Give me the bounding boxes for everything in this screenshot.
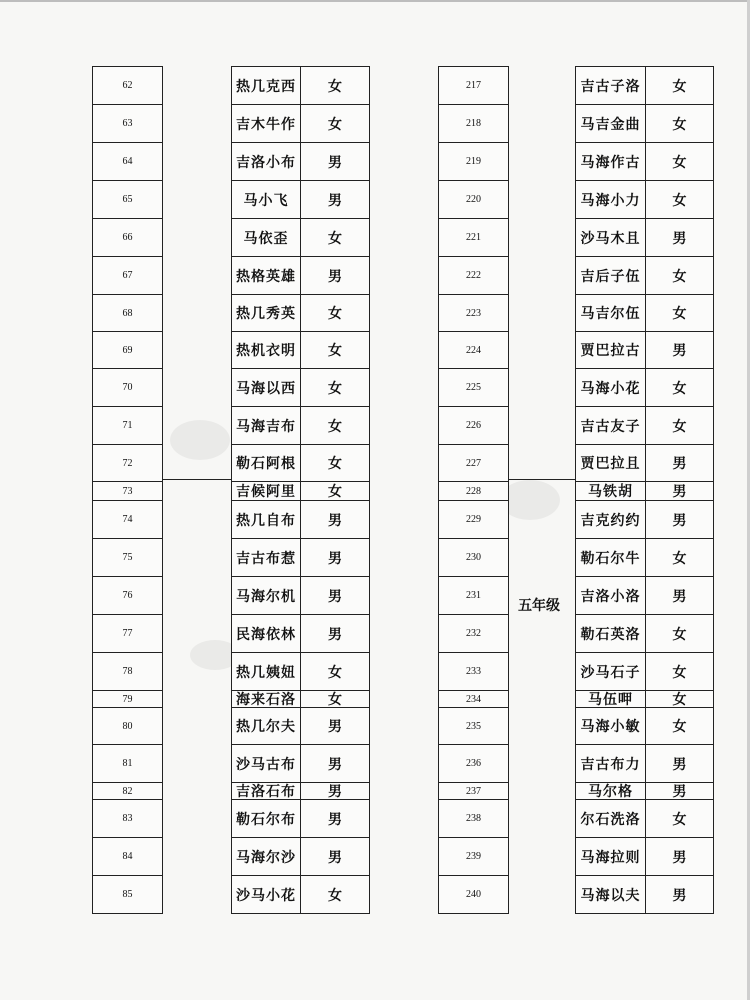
- left-row-number: 75: [92, 538, 163, 577]
- right-student-name: 吉古布力: [575, 744, 646, 783]
- right-row-number: 226: [438, 406, 509, 445]
- left-student-name: 马海吉布: [231, 406, 301, 445]
- right-student-gender: 男: [645, 744, 714, 783]
- right-student-name: 马海小力: [575, 180, 646, 219]
- left-student-name: 吉古布惹: [231, 538, 301, 577]
- left-student-name: 热机衣明: [231, 331, 301, 369]
- right-row-number: 220: [438, 180, 509, 219]
- left-student-gender: 男: [300, 142, 370, 181]
- left-row-number: 85: [92, 875, 163, 914]
- left-student-gender: 女: [300, 690, 370, 708]
- left-student-name: 马依歪: [231, 218, 301, 257]
- right-student-gender: 女: [645, 294, 714, 332]
- left-row-number: 62: [92, 66, 163, 105]
- right-student-gender: 女: [645, 66, 714, 105]
- right-student-gender: 男: [645, 444, 714, 482]
- right-student-gender: 男: [645, 500, 714, 539]
- left-row-number: 77: [92, 614, 163, 653]
- left-student-gender: 女: [300, 294, 370, 332]
- right-row-number: 234: [438, 690, 509, 708]
- right-student-gender: 男: [645, 218, 714, 257]
- left-student-gender: 女: [300, 218, 370, 257]
- right-student-name: 马伍呷: [575, 690, 646, 708]
- right-student-name: 马海以夫: [575, 875, 646, 914]
- right-student-name: 勒石英洛: [575, 614, 646, 653]
- right-row-number: 217: [438, 66, 509, 105]
- left-row-number: 66: [92, 218, 163, 257]
- left-student-gender: 女: [300, 875, 370, 914]
- right-student-name: 贾巴拉古: [575, 331, 646, 369]
- left-student-gender: 男: [300, 837, 370, 876]
- left-student-name: 吉洛小布: [231, 142, 301, 181]
- right-student-name: 吉后子伍: [575, 256, 646, 295]
- left-student-name: 沙马小花: [231, 875, 301, 914]
- right-student-name: 吉克约约: [575, 500, 646, 539]
- left-row-number: 80: [92, 707, 163, 745]
- right-student-name: 贾巴拉且: [575, 444, 646, 482]
- left-student-gender: 女: [300, 104, 370, 143]
- left-row-number: 76: [92, 576, 163, 615]
- right-row-number: 237: [438, 782, 509, 800]
- left-student-name: 马小飞: [231, 180, 301, 219]
- left-student-gender: 女: [300, 66, 370, 105]
- left-student-name: 热几克西: [231, 66, 301, 105]
- left-student-gender: 女: [300, 331, 370, 369]
- right-student-gender: 女: [645, 256, 714, 295]
- left-student-gender: 男: [300, 799, 370, 838]
- left-row-number: 84: [92, 837, 163, 876]
- left-row-number: 65: [92, 180, 163, 219]
- right-student-name: 马吉尔伍: [575, 294, 646, 332]
- left-grade-divider-line: [162, 479, 232, 480]
- left-student-name: 热格英雄: [231, 256, 301, 295]
- right-student-gender: 女: [645, 406, 714, 445]
- left-row-number: 72: [92, 444, 163, 482]
- left-student-name: 沙马古布: [231, 744, 301, 783]
- right-grade-divider-line: [508, 479, 576, 480]
- left-student-gender: 男: [300, 744, 370, 783]
- left-student-name: 热几姨妞: [231, 652, 301, 691]
- grade-label: 五年级: [518, 598, 560, 614]
- left-row-number: 81: [92, 744, 163, 783]
- right-row-number: 219: [438, 142, 509, 181]
- left-student-name: 热几尔夫: [231, 707, 301, 745]
- right-student-gender: 女: [645, 614, 714, 653]
- left-student-name: 吉洛石布: [231, 782, 301, 800]
- right-student-gender: 女: [645, 690, 714, 708]
- right-row-number: 227: [438, 444, 509, 482]
- left-student-name: 马海尔机: [231, 576, 301, 615]
- left-student-gender: 男: [300, 256, 370, 295]
- right-row-number: 228: [438, 481, 509, 501]
- left-row-number: 82: [92, 782, 163, 800]
- left-student-gender: 女: [300, 481, 370, 501]
- scan-smudge: [170, 420, 230, 460]
- left-row-number: 83: [92, 799, 163, 838]
- right-row-number: 231: [438, 576, 509, 615]
- left-student-gender: 女: [300, 368, 370, 407]
- left-student-gender: 女: [300, 652, 370, 691]
- left-row-number: 78: [92, 652, 163, 691]
- left-row-number: 71: [92, 406, 163, 445]
- left-student-name: 热几秀英: [231, 294, 301, 332]
- right-student-name: 吉古友子: [575, 406, 646, 445]
- left-student-gender: 男: [300, 538, 370, 577]
- right-row-number: 236: [438, 744, 509, 783]
- right-row-number: 230: [438, 538, 509, 577]
- right-student-name: 马铁胡: [575, 481, 646, 501]
- right-row-number: 232: [438, 614, 509, 653]
- scan-smudge: [500, 480, 560, 520]
- right-student-gender: 女: [645, 652, 714, 691]
- right-row-number: 224: [438, 331, 509, 369]
- right-row-number: 239: [438, 837, 509, 876]
- right-row-number: 221: [438, 218, 509, 257]
- right-row-number: 218: [438, 104, 509, 143]
- left-student-gender: 女: [300, 444, 370, 482]
- right-student-gender: 男: [645, 782, 714, 800]
- left-row-number: 69: [92, 331, 163, 369]
- left-student-gender: 男: [300, 782, 370, 800]
- left-student-gender: 男: [300, 614, 370, 653]
- right-row-number: 223: [438, 294, 509, 332]
- right-student-gender: 女: [645, 180, 714, 219]
- right-student-gender: 女: [645, 368, 714, 407]
- right-row-number: 233: [438, 652, 509, 691]
- right-student-name: 勒石尔牛: [575, 538, 646, 577]
- left-row-number: 79: [92, 690, 163, 708]
- left-student-name: 海来石洛: [231, 690, 301, 708]
- left-student-name: 马海尔沙: [231, 837, 301, 876]
- left-row-number: 64: [92, 142, 163, 181]
- right-student-gender: 女: [645, 707, 714, 745]
- right-student-gender: 女: [645, 538, 714, 577]
- right-student-name: 马海拉则: [575, 837, 646, 876]
- left-row-number: 68: [92, 294, 163, 332]
- left-row-number: 70: [92, 368, 163, 407]
- right-student-name: 马海小花: [575, 368, 646, 407]
- right-student-gender: 男: [645, 331, 714, 369]
- right-student-name: 吉洛小洛: [575, 576, 646, 615]
- right-student-gender: 女: [645, 104, 714, 143]
- left-row-number: 74: [92, 500, 163, 539]
- left-student-name: 热几自布: [231, 500, 301, 539]
- right-row-number: 222: [438, 256, 509, 295]
- right-student-gender: 女: [645, 799, 714, 838]
- left-student-name: 马海以西: [231, 368, 301, 407]
- right-row-number: 235: [438, 707, 509, 745]
- right-student-name: 沙马石子: [575, 652, 646, 691]
- right-row-number: 229: [438, 500, 509, 539]
- right-student-name: 吉古子洛: [575, 66, 646, 105]
- left-student-gender: 男: [300, 576, 370, 615]
- left-row-number: 63: [92, 104, 163, 143]
- left-student-name: 勒石阿根: [231, 444, 301, 482]
- left-row-number: 73: [92, 481, 163, 501]
- right-row-number: 225: [438, 368, 509, 407]
- left-row-number: 67: [92, 256, 163, 295]
- right-student-name: 马尔格: [575, 782, 646, 800]
- right-student-name: 尔石洗洛: [575, 799, 646, 838]
- left-student-gender: 女: [300, 406, 370, 445]
- right-student-name: 马海作古: [575, 142, 646, 181]
- left-student-name: 勒石尔布: [231, 799, 301, 838]
- left-student-gender: 男: [300, 707, 370, 745]
- right-student-gender: 男: [645, 481, 714, 501]
- right-row-number: 238: [438, 799, 509, 838]
- left-student-name: 民海依林: [231, 614, 301, 653]
- right-student-gender: 男: [645, 576, 714, 615]
- left-student-gender: 男: [300, 500, 370, 539]
- right-student-name: 马海小敏: [575, 707, 646, 745]
- right-student-gender: 男: [645, 875, 714, 914]
- left-student-name: 吉候阿里: [231, 481, 301, 501]
- left-student-name: 吉木牛作: [231, 104, 301, 143]
- right-student-name: 马吉金曲: [575, 104, 646, 143]
- right-row-number: 240: [438, 875, 509, 914]
- left-student-gender: 男: [300, 180, 370, 219]
- right-student-gender: 男: [645, 837, 714, 876]
- right-student-name: 沙马木且: [575, 218, 646, 257]
- scan-edge-top: [0, 0, 750, 2]
- right-student-gender: 女: [645, 142, 714, 181]
